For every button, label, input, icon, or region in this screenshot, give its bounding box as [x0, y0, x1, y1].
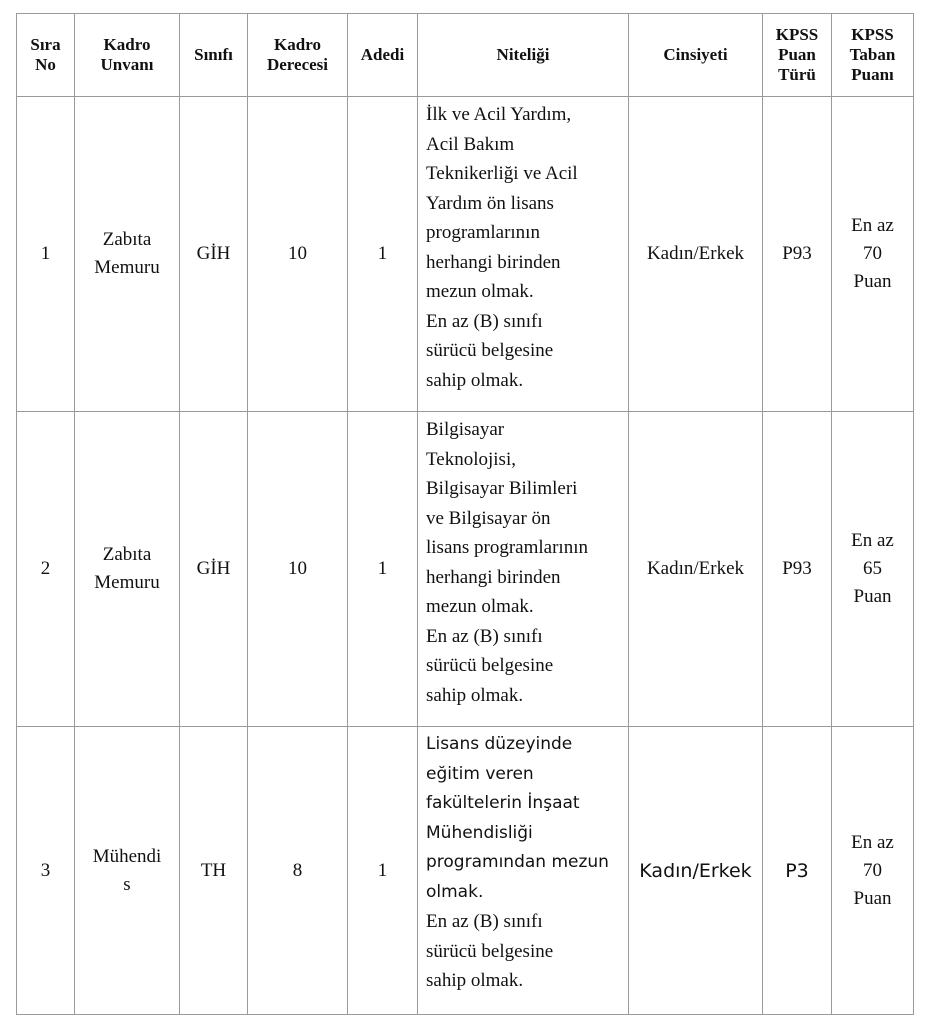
cell-sinifi: GİH [180, 412, 248, 727]
cell-kpss-taban-puani: En az 65 Puan [832, 412, 914, 727]
header-kpss-puan-turu: KPSS Puan Türü [763, 14, 832, 97]
cell-kpss-taban-puani: En az 70 Puan [832, 97, 914, 412]
cell-kadro-derecesi: 10 [248, 412, 348, 727]
cell-kadro-unvani: Mühendi s [75, 727, 180, 1015]
header-kpss-taban-puani: KPSS Taban Puanı [832, 14, 914, 97]
cell-kadro-derecesi: 8 [248, 727, 348, 1015]
cell-kadro-derecesi: 10 [248, 97, 348, 412]
cell-kpss-puan-turu: P93 [763, 412, 832, 727]
table-row [17, 727, 914, 1015]
header-niteligi: Niteliği [418, 14, 629, 97]
cell-niteligi: Bilgisayar Teknolojisi, Bilgisayar Bilimleri ve Bilgisayar ön lisans programlarının herhangi birinden mezun olmak. En az (B) sınıfı sürücü belgesine sahip olmak. [418, 412, 629, 727]
cell-adedi: 1 [348, 412, 418, 727]
cell-sira-no: 2 [17, 412, 75, 727]
cell-niteligi: İlk ve Acil Yardım, Acil Bakım Teknikerliği ve Acil Yardım ön lisans programlarının herhangi birinden mezun olmak. En az (B) sınıfı sürücü belgesine sahip olmak. [418, 97, 629, 412]
header-kadro-derecesi: Kadro Derecesi [248, 14, 348, 97]
cell-kadro-unvani: Zabıta Memuru [75, 97, 180, 412]
header-row [17, 14, 914, 97]
header-adedi: Adedi [348, 14, 418, 97]
cell-kadro-unvani: Zabıta Memuru [75, 412, 180, 727]
cell-niteligi: Lisans düzeyinde eğitim veren fakültelerin İnşaat Mühendisliği programından mezun olmak. En az (B) sınıfı sürücü belgesine sahip olmak. [418, 727, 629, 1015]
cell-kpss-puan-turu: P3 [763, 727, 832, 1015]
kadro-table [16, 13, 914, 1015]
cell-sira-no: 1 [17, 97, 75, 412]
header-sinifi: Sınıfı [180, 14, 248, 97]
cell-sinifi: TH [180, 727, 248, 1015]
cell-cinsiyeti: Kadın/Erkek [629, 97, 763, 412]
cell-kpss-puan-turu: P93 [763, 97, 832, 412]
header-sira-no: Sıra No [17, 14, 75, 97]
header-cinsiyeti: Cinsiyeti [629, 14, 763, 97]
cell-sira-no: 3 [17, 727, 75, 1015]
cell-cinsiyeti: Kadın/Erkek [629, 412, 763, 727]
table-row [17, 97, 914, 412]
cell-adedi: 1 [348, 97, 418, 412]
cell-cinsiyeti: Kadın/Erkek [629, 727, 763, 1015]
cell-sinifi: GİH [180, 97, 248, 412]
cell-kpss-taban-puani: En az 70 Puan [832, 727, 914, 1015]
table-row [17, 412, 914, 727]
header-kadro-unvani: Kadro Unvanı [75, 14, 180, 97]
cell-adedi: 1 [348, 727, 418, 1015]
